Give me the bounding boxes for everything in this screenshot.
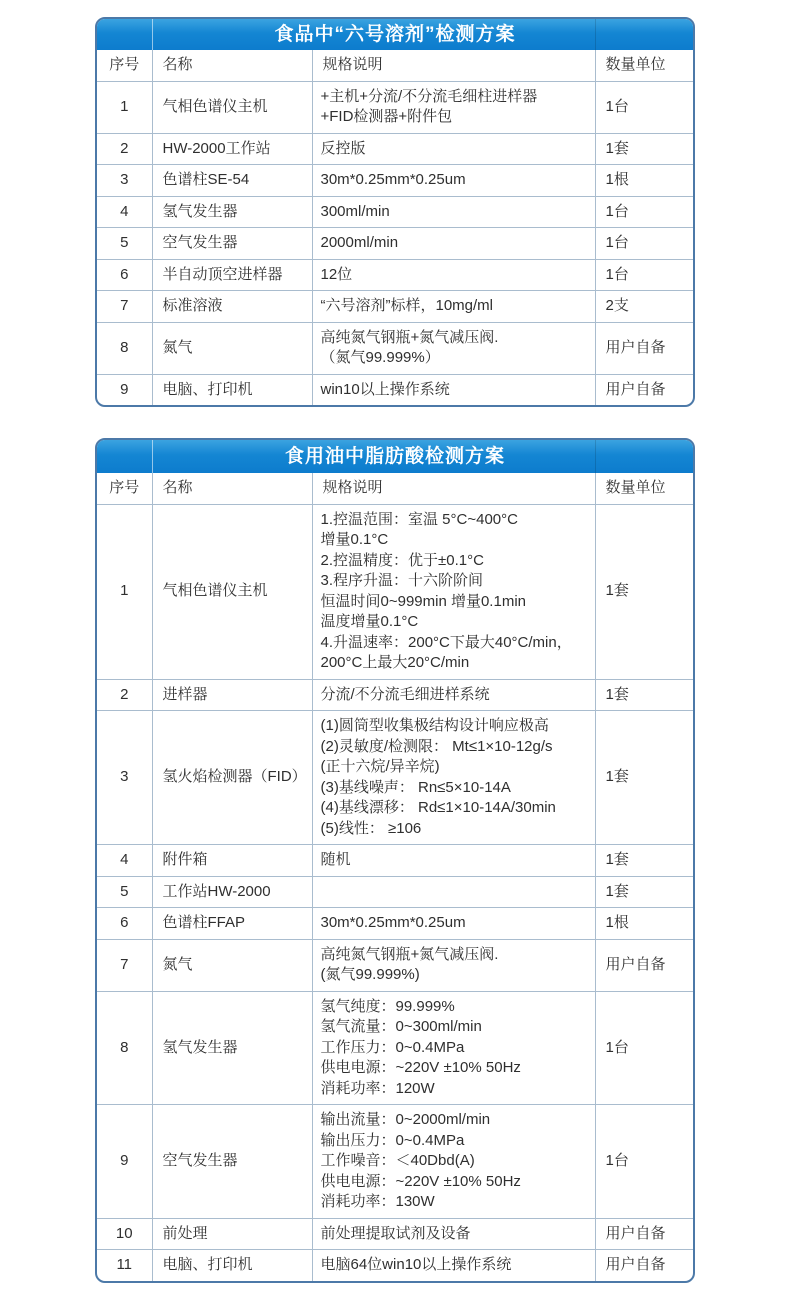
cell-specification (312, 504, 595, 679)
cell-serial-number: 6 (97, 908, 152, 940)
spec-line: （氮气99.999%） (320, 349, 440, 366)
cell-quantity-unit: 用户自备 (595, 939, 693, 991)
cell-item-name: 前处理 (152, 1218, 312, 1250)
cell-specification (312, 165, 595, 197)
cell-quantity-unit: 用户自备 (595, 1250, 693, 1281)
table-row (97, 679, 693, 711)
cell-item-name: 氢火焰检测器（FID） (152, 711, 312, 845)
cell-specification (312, 1105, 595, 1219)
spec-line: win10以上操作系统 (320, 380, 450, 398)
cell-serial-number: 4 (97, 196, 152, 228)
cell-serial-number: 3 (97, 165, 152, 197)
cell-item-name: 空气发生器 (152, 1105, 312, 1219)
column-header: 数量单位 (595, 473, 693, 504)
spec-table (97, 473, 693, 1281)
cell-item-name: 色谱柱FFAP (152, 908, 312, 940)
spec-line: 30m*0.25mm*0.25um (320, 914, 466, 931)
cell-specification (312, 679, 595, 711)
spec-line: 氢气流量：0~300ml/min (320, 1018, 482, 1035)
spec-line: (1)圆筒型收集极结构设计响应极高 (320, 717, 549, 734)
table-row (97, 133, 693, 165)
spec-line: +FID检测器+附件包 (320, 108, 453, 125)
cell-serial-number: 1 (97, 504, 152, 679)
cell-item-name: HW-2000工作站 (152, 133, 312, 165)
cell-specification (312, 711, 595, 845)
spec-line: 温度增量0.1°C (320, 613, 419, 630)
table-row (97, 374, 693, 405)
column-header: 规格说明 (312, 50, 595, 81)
cell-item-name: 空气发生器 (152, 228, 312, 260)
spec-line: 恒温时间0~999min 增量0.1min (320, 592, 526, 610)
spec-line: 200°C上最大20°C/min (320, 654, 470, 671)
title-column-divider (152, 440, 153, 473)
table-row (97, 291, 693, 323)
table-header (97, 473, 693, 504)
cell-serial-number: 10 (97, 1218, 152, 1250)
cell-item-name: 气相色谱仪主机 (152, 504, 312, 679)
cell-quantity-unit: 1台 (595, 1105, 693, 1219)
spec-line: 3.程序升温：十六阶阶间 (320, 572, 484, 589)
cell-serial-number: 9 (97, 374, 152, 405)
spec-line: 供电电源：~220V ±10% 50Hz (320, 1059, 521, 1076)
cell-serial-number: 1 (97, 81, 152, 133)
cell-item-name: 进样器 (152, 679, 312, 711)
cell-item-name: 氮气 (152, 939, 312, 991)
title-column-divider (595, 19, 596, 50)
cell-serial-number: 6 (97, 259, 152, 291)
spec-line: 工作压力：0~0.4MPa (320, 1038, 465, 1056)
cell-specification (312, 991, 595, 1105)
spec-table (97, 50, 693, 405)
spec-line: (2)灵敏度/检测限： Mt≤1×10-12g/s (320, 737, 553, 755)
spec-line: (正十六烷/异辛烷) (320, 758, 440, 775)
spec-line: 前处理提取试剂及设备 (320, 1224, 471, 1242)
spec-line: 输出流量：0~2000ml/min (320, 1111, 491, 1128)
spec-line: 随机 (320, 851, 351, 868)
cell-serial-number: 11 (97, 1250, 152, 1281)
column-header: 序号 (97, 50, 152, 81)
cell-specification (312, 939, 595, 991)
cell-quantity-unit: 1套 (595, 845, 693, 877)
cell-specification (312, 322, 595, 374)
cell-serial-number: 2 (97, 679, 152, 711)
table-row (97, 322, 693, 374)
table-row (97, 876, 693, 908)
fatty-acid-detection-plan-table (95, 438, 695, 1283)
cell-serial-number: 2 (97, 133, 152, 165)
table-body (97, 504, 693, 1281)
title-column-divider (152, 19, 153, 50)
spec-line: (3)基线噪声： Rn≤5×10-14A (320, 778, 511, 796)
cell-specification (312, 876, 595, 908)
cell-specification (312, 1218, 595, 1250)
table-row (97, 228, 693, 260)
spec-line: 30m*0.25mm*0.25um (320, 171, 466, 188)
cell-item-name: 电脑、打印机 (152, 374, 312, 405)
column-header: 序号 (97, 473, 152, 504)
cell-quantity-unit: 1套 (595, 133, 693, 165)
table-row (97, 1218, 693, 1250)
cell-item-name: 氢气发生器 (152, 991, 312, 1105)
spec-line: 2.控温精度：优于±0.1°C (320, 551, 484, 569)
spec-line: (氮气99.999%) (320, 966, 420, 983)
table-row (97, 845, 693, 877)
spec-line: 反控版 (320, 139, 366, 157)
cell-quantity-unit: 用户自备 (595, 322, 693, 374)
cell-item-name: 氮气 (152, 322, 312, 374)
cell-specification (312, 374, 595, 405)
spec-line: +主机+分流/不分流毛细柱进样器 (320, 87, 538, 105)
cell-quantity-unit: 1台 (595, 228, 693, 260)
cell-serial-number: 7 (97, 291, 152, 323)
cell-quantity-unit: 1台 (595, 81, 693, 133)
table-title (97, 19, 693, 50)
table-body (97, 81, 693, 405)
table-row (97, 196, 693, 228)
cell-item-name: 半自动顶空进样器 (152, 259, 312, 291)
cell-specification (312, 845, 595, 877)
column-header: 名称 (152, 50, 312, 81)
cell-specification (312, 228, 595, 260)
cell-serial-number: 8 (97, 322, 152, 374)
cell-quantity-unit: 1根 (595, 165, 693, 197)
column-header: 名称 (152, 473, 312, 504)
header-row (97, 473, 693, 504)
cell-specification (312, 1250, 595, 1281)
cell-item-name: 标准溶液 (152, 291, 312, 323)
cell-serial-number: 7 (97, 939, 152, 991)
cell-item-name: 附件箱 (152, 845, 312, 877)
table-row (97, 259, 693, 291)
table-title (97, 440, 693, 473)
spec-line: 4.升温速率：200°C下最大40°C/min， (320, 633, 572, 651)
spec-line: 300ml/min (320, 202, 390, 220)
spec-line: “六号溶剂”标样，10mg/ml (320, 297, 494, 314)
cell-serial-number: 5 (97, 228, 152, 260)
spec-line: 高纯氮气钢瓶+氮气减压阀. (320, 328, 499, 346)
cell-serial-number: 8 (97, 991, 152, 1105)
table-row (97, 165, 693, 197)
spec-line: 消耗功率：130W (320, 1193, 435, 1210)
spec-line: (4)基线漂移： Rd≤1×10-14A/30min (320, 799, 556, 816)
cell-specification (312, 133, 595, 165)
cell-quantity-unit: 1套 (595, 504, 693, 679)
spec-line: 高纯氮气钢瓶+氮气减压阀. (320, 945, 499, 963)
spec-line: (5)线性： ≥106 (320, 819, 422, 837)
table-title-text: 食品中“六号溶剂”检测方案 (274, 24, 516, 45)
cell-quantity-unit: 1台 (595, 259, 693, 291)
cell-quantity-unit: 1套 (595, 711, 693, 845)
spec-line: 供电电源：~220V ±10% 50Hz (320, 1172, 521, 1190)
cell-item-name: 色谱柱SE-54 (152, 165, 312, 197)
solvent-detection-plan-table (95, 17, 695, 407)
table-row (97, 504, 693, 679)
cell-serial-number: 9 (97, 1105, 152, 1219)
cell-serial-number: 3 (97, 711, 152, 845)
cell-quantity-unit: 1套 (595, 876, 693, 908)
cell-quantity-unit: 1套 (595, 679, 693, 711)
cell-quantity-unit: 用户自备 (595, 1218, 693, 1250)
spec-line: 氢气纯度：99.999% (320, 997, 455, 1015)
spec-line: 消耗功率：120W (320, 1079, 435, 1097)
cell-quantity-unit: 2支 (595, 291, 693, 323)
cell-quantity-unit: 1台 (595, 991, 693, 1105)
cell-specification (312, 196, 595, 228)
spec-line: 输出压力：0~0.4MPa (320, 1131, 465, 1149)
cell-item-name: 工作站HW-2000 (152, 876, 312, 908)
cell-specification (312, 259, 595, 291)
cell-item-name: 氢气发生器 (152, 196, 312, 228)
cell-item-name: 气相色谱仪主机 (152, 81, 312, 133)
cell-serial-number: 5 (97, 876, 152, 908)
spec-line: 1.控温范围：室温 5°C~400°C (320, 510, 518, 528)
header-row (97, 50, 693, 81)
spec-line: 增量0.1°C (320, 531, 389, 548)
table-row (97, 711, 693, 845)
cell-specification (312, 908, 595, 940)
table-row (97, 1105, 693, 1219)
table-title-text: 食用油中脂肪酸检测方案 (284, 446, 505, 467)
table-row (97, 81, 693, 133)
cell-quantity-unit: 1根 (595, 908, 693, 940)
cell-quantity-unit: 用户自备 (595, 374, 693, 405)
cell-specification (312, 81, 595, 133)
column-header: 规格说明 (312, 473, 595, 504)
spec-line: 分流/不分流毛细进样系统 (320, 685, 490, 703)
cell-specification (312, 291, 595, 323)
column-header: 数量单位 (595, 50, 693, 81)
table-row (97, 939, 693, 991)
cell-quantity-unit: 1台 (595, 196, 693, 228)
spec-line: 电脑64位win10以上操作系统 (320, 1256, 512, 1273)
table-row (97, 991, 693, 1105)
table-header (97, 50, 693, 81)
title-column-divider (595, 440, 596, 473)
spec-line: 工作噪音：＜40Dbd(A) (320, 1152, 475, 1169)
table-row (97, 908, 693, 940)
spec-line: 2000ml/min (320, 234, 399, 251)
spec-line: 12位 (320, 265, 353, 283)
cell-serial-number: 4 (97, 845, 152, 877)
cell-item-name: 电脑、打印机 (152, 1250, 312, 1281)
table-row (97, 1250, 693, 1281)
